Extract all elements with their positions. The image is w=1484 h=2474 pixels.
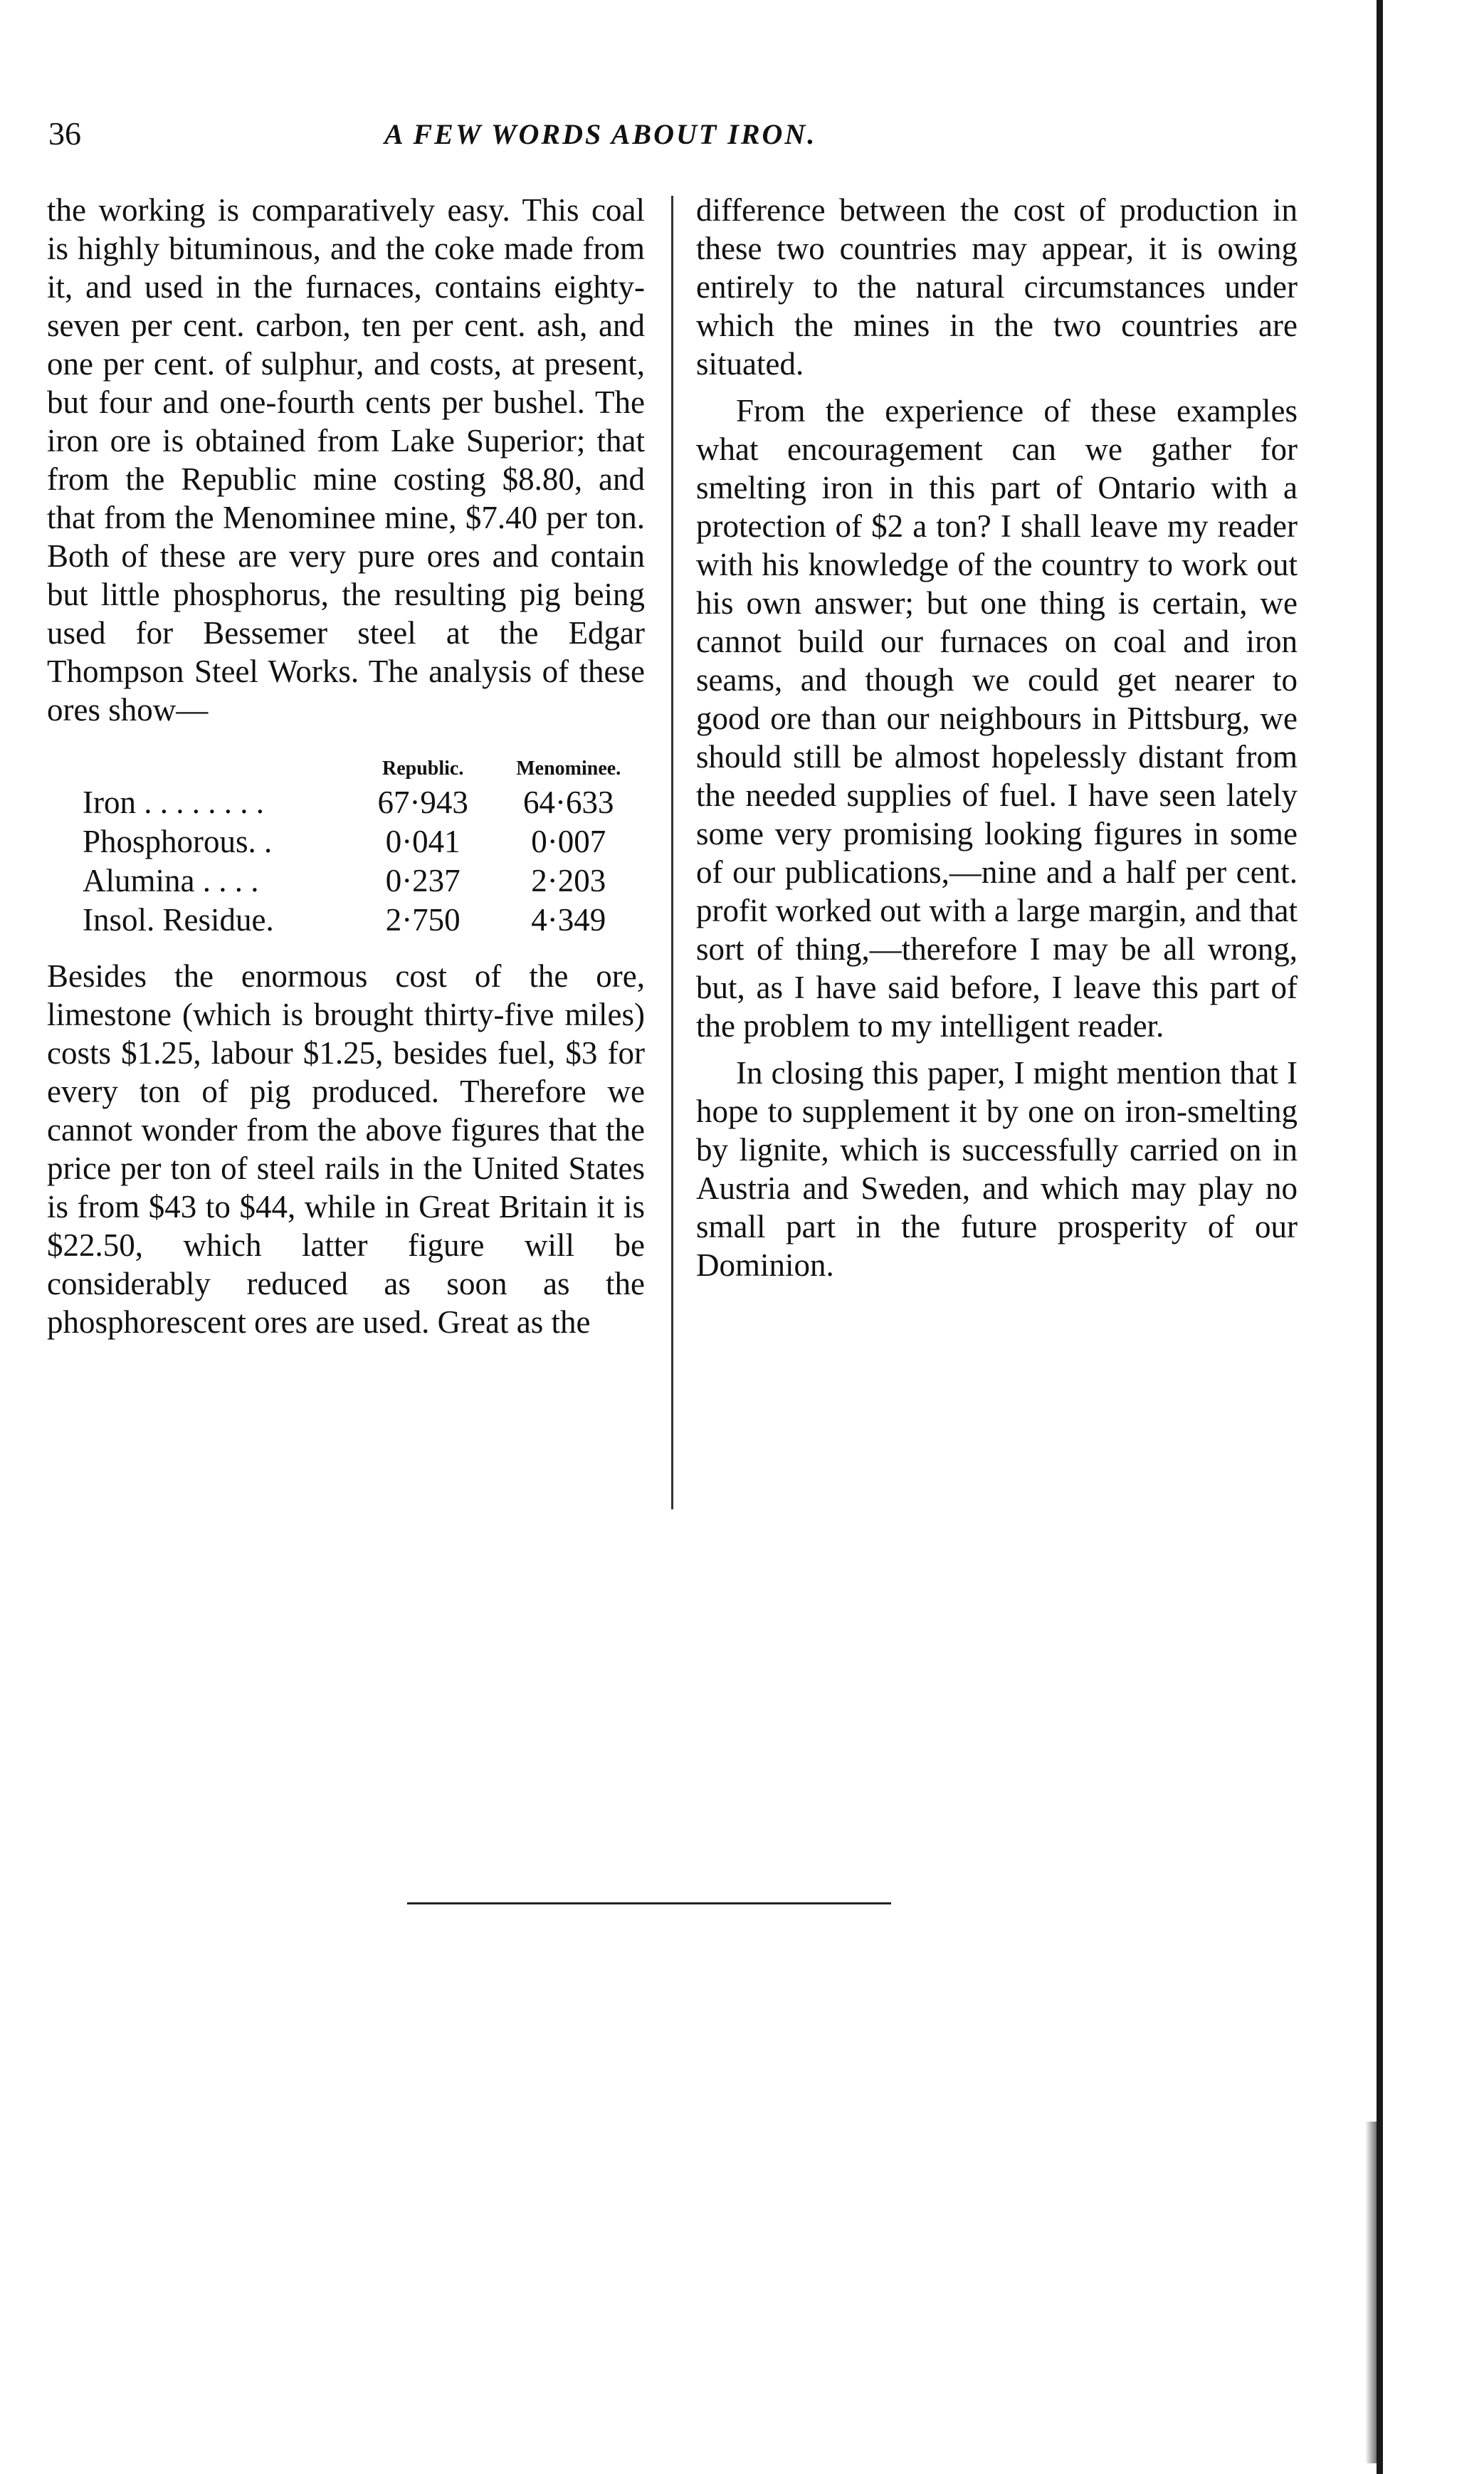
republic-value: 67·943 [377, 785, 468, 820]
republic-value: 2·750 [385, 902, 461, 938]
page-number: 36 [48, 115, 81, 152]
scan-edge-line [1377, 0, 1383, 2474]
row-label: Alumina . . . . [83, 863, 259, 898]
table-row [83, 901, 645, 940]
table-row [83, 861, 645, 901]
right-paragraph-2: From the experience of these examples what encouragement can we gather for smelting iron in this part of Ontario with a protection of $2 a ton? I shall leave my reader with his knowledge of the country to work out his own answer; but one thing is certain, we cannot build our furnaces on coal and iron seams, and though we could get nearer to good ore than our neighbours in Pittsburg, we should still be almost hopelessly distant from the needed supplies of fuel. I have seen lately some very promising looking figures in some of our publications,—nine and a half per cent. profit worked out with a large margin, and that sort of thing,—therefore I may be all wrong, but, as I have said before, I leave this part of the problem to my intelligent reader. [696, 393, 1298, 1044]
menominee-value: 4·349 [531, 902, 606, 938]
menominee-value: 2·203 [531, 863, 606, 898]
republic-value: 0·237 [385, 863, 461, 898]
left-column [47, 191, 645, 1341]
running-title: A FEW WORDS ABOUT IRON. [384, 118, 817, 150]
right-paragraph-3: In closing this paper, I might mention that I hope to supplement it by one on iron-smelting by lignite, which is successfully carried on in Austria and Sweden, and which may play no small part in the future prosperity of our Dominion. [696, 1055, 1298, 1283]
table-header-row [83, 758, 645, 783]
right-paragraph-1: difference between the cost of production in these two countries may appear, it is owing entirely to the natural circumstances under which the mines in the two countries are situated. [696, 192, 1298, 382]
row-label: Phosphorous. . [83, 824, 273, 859]
right-column [696, 191, 1298, 1284]
table-header-republic: Republic. [382, 758, 464, 780]
left-paragraph-2: Besides the enormous cost of the ore, limestone (which is brought thirty-five miles) costs $1.25, labour $1.25, besides fuel, $3 for every ton of pig produced. Therefore we cannot wonder from the above figures that the price per ton of steel rails in the United States is from $43 to $44, while in Great Britain it is $22.50, which latter figure will be considerably reduced as soon as the phosphorescent ores are used. Great as the [47, 958, 645, 1340]
table-row [83, 822, 645, 861]
ore-analysis-table [83, 758, 645, 940]
row-label: Insol. Residue. [83, 902, 274, 938]
menominee-value: 0·007 [531, 824, 606, 859]
scan-edge-shadow [1365, 2122, 1377, 2463]
end-rule [407, 1902, 891, 1904]
table-row [83, 783, 645, 822]
left-paragraph-1: the working is comparatively easy. This coal is highly bituminous, and the coke made from it, and used in the furnaces, contains eighty-seven per cent. carbon, ten per cent. ash, and one per cent. of sulphur, and costs, at present, but four and one-fourth cents per bushel. The iron ore is obtained from Lake Superior; that from the Republic mine costing $8.80, and that from the Menominee mine, $7.40 per ton. Both of these are very pure ores and contain but little phosphorus, the resulting pig being used for Bessemer steel at the Edgar Thompson Steel Works. The analysis of these ores show— [47, 192, 645, 728]
table-header-label [83, 758, 354, 783]
column-divider [671, 196, 673, 1509]
menominee-value: 64·633 [522, 785, 614, 820]
row-label: Iron . . . . . . . . [83, 785, 264, 820]
table-header-menominee: Menominee. [516, 758, 621, 780]
republic-value: 0·041 [385, 824, 461, 859]
